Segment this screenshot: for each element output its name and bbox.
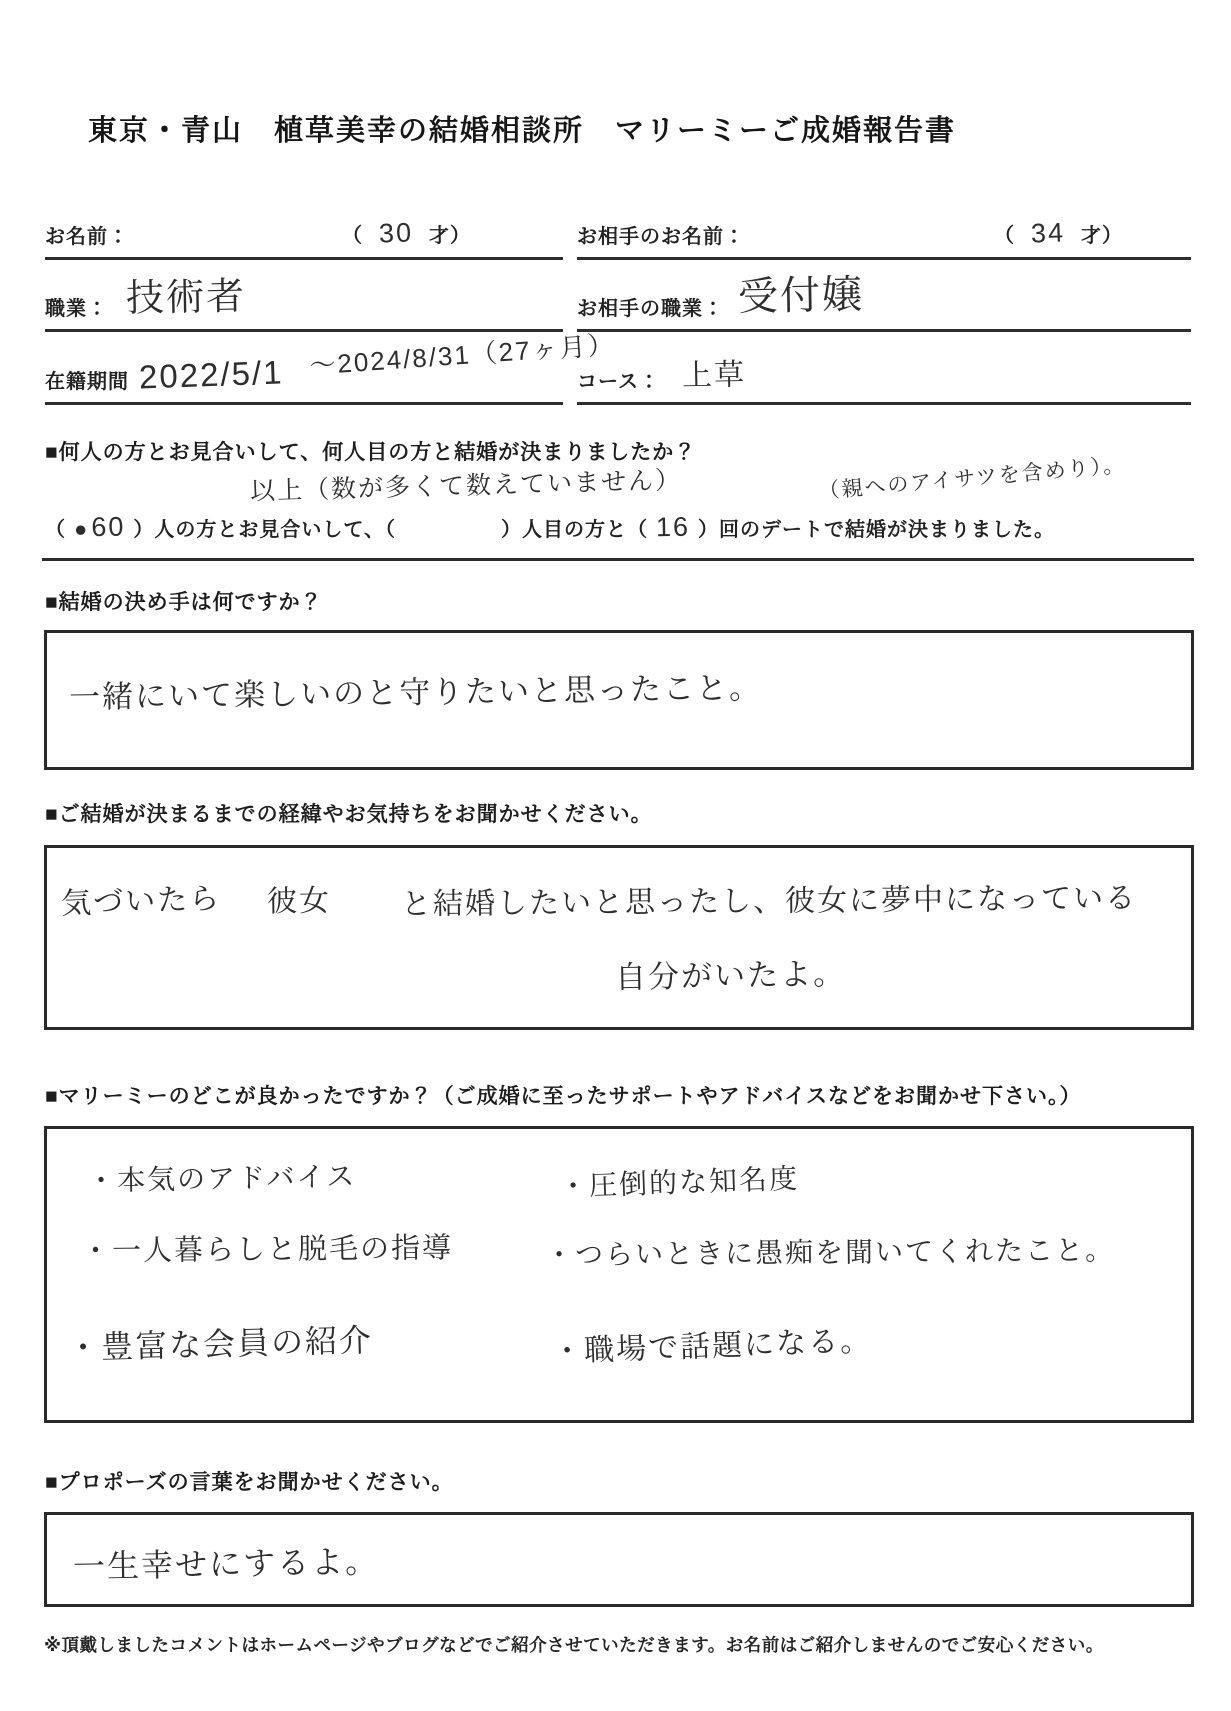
age-close-paren: 才） bbox=[1081, 225, 1123, 247]
question-omiai-count: ■何人の方とお見合いして、何人目の方と結婚が決まりましたか？ bbox=[45, 441, 697, 464]
handwritten-name-age: 30 bbox=[378, 217, 414, 249]
handwritten-note-countless: 以上（数が多くて数えていません） bbox=[249, 466, 683, 506]
partner-job-label: お相手の職業： bbox=[577, 298, 724, 320]
profile-row-name bbox=[45, 198, 1191, 260]
partner-name-cell bbox=[577, 198, 1191, 260]
benefit-item-guidance: ・一人暮らしと脱毛の指導 bbox=[80, 1232, 454, 1268]
course-label: コース： bbox=[577, 371, 660, 393]
benefit-item-members: ・豊富な会員の紹介 bbox=[66, 1322, 374, 1366]
handwritten-date-count: 16 bbox=[655, 511, 691, 543]
handwritten-proposal-answer: 一生幸せにするよ。 bbox=[72, 1543, 380, 1585]
section-divider bbox=[42, 558, 1194, 561]
answer-box-proposal bbox=[44, 1512, 1194, 1607]
page-title: 東京・青山 植草美幸の結婚相談所 マリーミーご成婚報告書 bbox=[88, 115, 957, 147]
handwritten-omiai-count bbox=[74, 512, 126, 544]
partner-job-cell bbox=[577, 260, 1191, 332]
handwritten-partner-job: 受付嬢 bbox=[737, 272, 865, 320]
handwritten-story-line1 bbox=[61, 876, 1137, 920]
benefit-item-fame: ・圧倒的な知名度 bbox=[558, 1162, 800, 1203]
partner-name-label: お相手のお名前： bbox=[577, 226, 745, 248]
benefit-item-listening: ・つらいときに愚痴を聞いてくれたこと。 bbox=[544, 1234, 1116, 1271]
handwritten-partner-age: 34 bbox=[1030, 217, 1066, 249]
fill-seg-2: ）人の方とお見合いして、（ ）人目の方と（ bbox=[133, 519, 648, 541]
age-close-paren: 才） bbox=[429, 225, 471, 247]
benefit-item-workplace: ・職場で話題になる。 bbox=[551, 1324, 873, 1369]
answer-box-good-points bbox=[44, 1126, 1194, 1423]
benefit-item-advice: ・本気のアドバイス bbox=[86, 1160, 357, 1197]
story-segment-b: 彼女 bbox=[266, 884, 332, 919]
job-cell bbox=[45, 260, 563, 332]
ink-mark: ● bbox=[73, 516, 90, 542]
question-decider: ■結婚の決め手は何ですか？ bbox=[45, 591, 323, 614]
handwritten-decider-answer: 一緒にいて楽しいのと守りたいと思ったこと。 bbox=[68, 670, 763, 715]
story-segment-a: 気づいたら bbox=[60, 882, 222, 921]
name-cell bbox=[45, 198, 563, 260]
handwritten-period-end: ～2024/8/31（27ヶ月） bbox=[308, 329, 617, 381]
omiai-fill-line bbox=[45, 512, 1191, 543]
handwritten-story-line2: 自分がいたよ。 bbox=[614, 955, 847, 996]
course-cell bbox=[577, 332, 1191, 405]
profile-table bbox=[45, 198, 1191, 405]
question-proposal: ■プロポーズの言葉をお聞かせください。 bbox=[45, 1471, 454, 1494]
question-good-points: ■マリーミーのどこが良かったですか？（ご成婚に至ったサポートやアドバイスなどをお聞かせ下さい。） bbox=[45, 1085, 1082, 1108]
handwritten-job: 技術者 bbox=[125, 275, 247, 321]
omiai-count-value: 60 bbox=[91, 511, 126, 543]
period-label: 在籍期間 bbox=[45, 371, 129, 393]
partner-age-group bbox=[994, 218, 1123, 249]
profile-row-period bbox=[45, 329, 1191, 405]
age-open-paren: （ bbox=[993, 225, 1015, 247]
story-segment-c: と結婚したいと思ったし、彼女に夢中になっている bbox=[400, 881, 1138, 922]
fill-seg-3: ）回のデートで結婚が決まりました。 bbox=[698, 519, 1055, 541]
answer-box-story bbox=[44, 845, 1194, 1030]
job-label: 職業： bbox=[45, 298, 108, 320]
answer-box-decider bbox=[44, 630, 1194, 770]
name-age-group bbox=[342, 218, 471, 249]
age-open-paren: （ bbox=[341, 225, 363, 247]
question-story: ■ご結婚が決まるまでの経緯やお気持ちをお聞かせください。 bbox=[45, 803, 653, 826]
profile-row-job bbox=[45, 260, 1191, 332]
privacy-note: ※頂戴しましたコメントはホームページやブログなどでご紹介させていただきます。お名前はご紹介しませんのでご安心ください。 bbox=[44, 1635, 1104, 1655]
handwritten-period-start: 2022/5/1 bbox=[138, 353, 285, 396]
handwritten-course: 上草 bbox=[681, 358, 747, 393]
period-cell bbox=[45, 329, 617, 405]
name-label: お名前： bbox=[45, 226, 129, 248]
fill-seg-1: （ bbox=[45, 519, 66, 541]
handwritten-note-greeting: （親へのアイサツを含めり）。 bbox=[817, 453, 1127, 504]
